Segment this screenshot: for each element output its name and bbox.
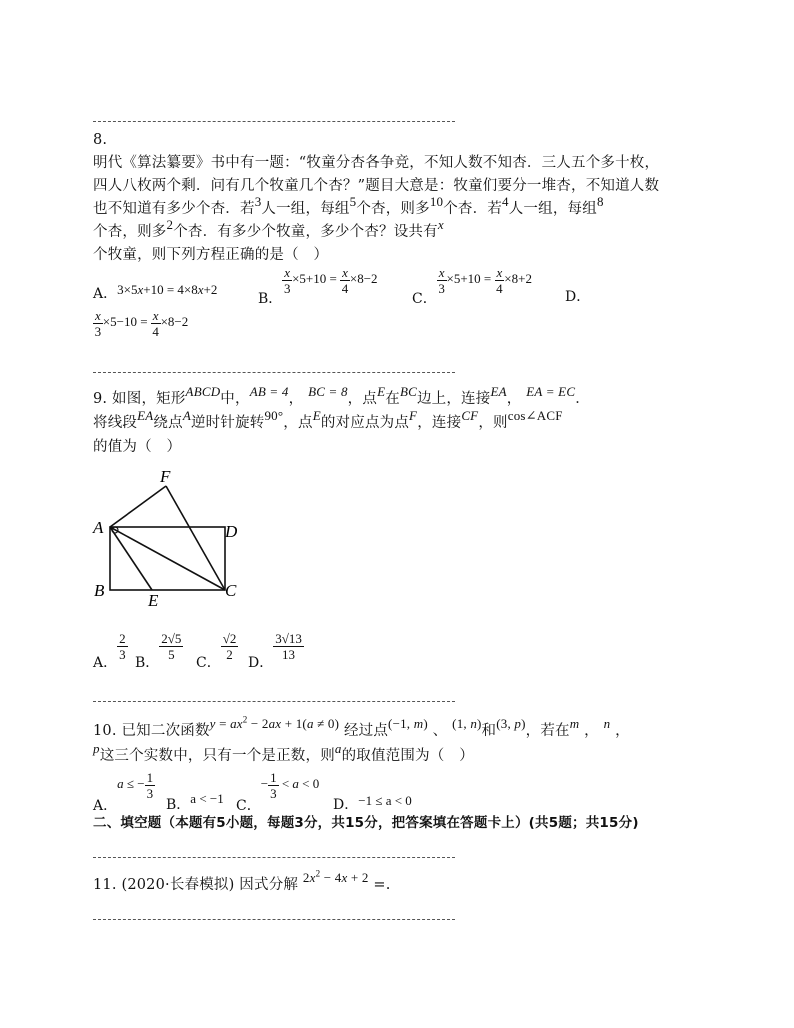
q9-var: BC = 8	[308, 384, 348, 399]
q8-text: 也不知道有多少个杏．若	[93, 201, 255, 217]
separator-line	[93, 919, 455, 920]
q8-text: 个杏，则多	[93, 224, 167, 240]
q8-line-5	[93, 243, 328, 264]
q9-text: 绕点	[153, 415, 183, 431]
q9-var: 90°	[264, 408, 284, 423]
q9-var: E	[377, 384, 386, 399]
q8-num: 10	[429, 194, 444, 209]
geometry-figure	[85, 465, 255, 610]
q10-point: (−1, m)	[388, 716, 428, 731]
q8-line-4	[93, 217, 444, 241]
q9-text: ，	[506, 391, 522, 407]
q9-option-a[interactable]	[93, 631, 128, 672]
option-formula: $\frac{√2}{2}$	[222, 631, 237, 662]
option-label: A．	[93, 798, 118, 815]
separator-line	[93, 857, 455, 858]
q9-text: ，点	[283, 415, 313, 431]
label-c: C	[225, 581, 237, 600]
question-number: 8.	[93, 132, 108, 148]
option-label: D．	[565, 289, 591, 305]
q8-option-a[interactable]	[93, 283, 217, 303]
q9-option-c[interactable]	[196, 631, 238, 672]
q8-line-3	[93, 194, 604, 218]
q8-text: 人一组，每组	[508, 201, 597, 217]
section-heading: 二、填空题（本题有5小题，每题3分，共15分，把答案填在答题卡上）(共5题；共15分)	[93, 815, 639, 831]
q8-line-2	[93, 174, 659, 195]
q10-line-1	[93, 714, 630, 740]
q9-line-3	[93, 435, 181, 456]
q10-var: m	[569, 716, 580, 731]
q9-text: 在	[385, 391, 400, 407]
q10-option-b[interactable]	[166, 788, 224, 813]
q10-text: ，若在	[525, 723, 570, 739]
label-f: F	[160, 467, 171, 486]
label-b: B	[94, 581, 105, 600]
option-label: B．	[166, 797, 191, 813]
option-formula: −1 ≤ a < 0	[358, 793, 412, 808]
q9-text: ，点	[347, 391, 378, 407]
separator-line	[93, 701, 455, 702]
option-label: C．	[196, 655, 221, 672]
q9-var: A	[182, 408, 191, 423]
q8-line-1	[93, 151, 659, 172]
q9-var: AB = 4	[249, 384, 289, 399]
q9-text: ，	[288, 391, 304, 407]
q9-option-d[interactable]	[248, 631, 304, 672]
q9-var: E	[312, 408, 321, 423]
q8-option-d-formula: $\frac{x}{3}$ ×5−10 = $\frac{x}{4}$ ×8−2	[94, 308, 189, 339]
q9-option-b[interactable]	[135, 631, 183, 672]
q9-var: EA	[490, 384, 507, 399]
q9-text: 边上，连接	[416, 391, 491, 407]
option-formula: 3×5x+10 = 4×8x+2	[117, 282, 218, 297]
q10-option-d[interactable]	[333, 790, 412, 813]
q10-text: 、	[432, 723, 448, 739]
q10-text: ，	[615, 723, 630, 739]
q8-option-b[interactable]	[258, 265, 378, 308]
q10-function: $y = ax^2 - 2ax + 1(a \ne 0)$	[209, 714, 340, 731]
option-label: C．	[236, 798, 261, 815]
q9-var: ABCD	[185, 384, 221, 399]
q9-var: CF	[461, 408, 479, 423]
q9-text: 的对应点为点	[320, 415, 410, 431]
q10-text: 和	[481, 723, 497, 739]
option-label: B．	[135, 655, 160, 672]
q8-text: 个杏，则多	[356, 201, 430, 217]
q9-text: 将线段	[93, 415, 138, 431]
label-a: A	[93, 518, 104, 537]
q9-text: 的值为（ ）	[93, 439, 182, 455]
segment-af	[110, 486, 166, 527]
segment-ae	[110, 527, 152, 590]
q10-line-2	[93, 741, 474, 765]
q9-line-1	[93, 384, 590, 408]
option-label: A．	[93, 655, 118, 672]
option-label: D．	[248, 655, 274, 672]
q8-num: 8	[596, 194, 604, 209]
option-formula: − $\frac{1}{3}$ < a < 0	[260, 770, 320, 801]
q10-var: n	[603, 716, 611, 731]
q8-var: x	[437, 217, 444, 232]
option-label: B．	[258, 291, 283, 308]
q9-text: ．	[575, 391, 590, 407]
q9-var: F	[409, 408, 418, 423]
option-formula: $\frac{x}{3}$ ×5+10 = $\frac{x}{4}$ ×8−2	[283, 265, 378, 296]
option-formula: $\frac{2}{3}$	[119, 631, 126, 662]
q8-option-d[interactable]	[565, 286, 590, 306]
q10-text: ，	[584, 723, 599, 739]
q8-text: 明代《算法纂要》书中有一题：“牧童分杏各争竞，不知人数不知杏．三人五个多十枚，	[93, 155, 660, 171]
option-formula: $\frac{3√13}{13}$	[275, 631, 302, 662]
option-formula: a ≤ − $\frac{1}{3}$	[117, 770, 154, 801]
separator-line	[93, 372, 455, 373]
q9-text: ，则	[478, 415, 508, 431]
option-label: A．	[93, 286, 118, 302]
q8-text: 个杏．若	[443, 201, 503, 217]
q10-point: (3, p)	[496, 716, 526, 731]
q9-var: cos∠ACF	[507, 408, 563, 423]
q10-text: 这三个实数中，只有一个是正数，则	[99, 748, 335, 764]
q8-num: 4	[502, 194, 509, 209]
q10-var: p	[93, 741, 100, 756]
q10-point: (1, n)	[452, 716, 482, 731]
q10-text: 10. 已知二次函数	[93, 723, 210, 739]
option-formula: $\frac{2√5}{5}$	[161, 631, 182, 662]
q10-text: 经过点	[343, 723, 389, 739]
q10-var: a	[334, 741, 342, 756]
q9-var: BC	[399, 384, 417, 399]
q8-text: 四人八枚两个剩．问有几个牧童几个杏？”题目大意是：牧童们要分一堆杏，不知道人数	[93, 178, 660, 194]
option-label: C．	[412, 291, 437, 308]
q9-text: 逆时针旋转	[190, 415, 265, 431]
q11-text: 11. (2020·长春模拟) 因式分解	[93, 877, 299, 893]
q11-formula: $2x^2 - 4x + 2$	[302, 868, 369, 885]
q8-text: 个牧童，则下列方程正确的是（ ）	[93, 247, 329, 263]
q10-option-a[interactable]	[93, 770, 155, 815]
label-e: E	[148, 591, 159, 610]
label-d: D	[225, 522, 238, 541]
q9-line-2	[93, 408, 563, 432]
q8-option-c[interactable]	[412, 265, 532, 308]
q11-text: =.	[373, 877, 391, 893]
q11-line	[93, 868, 391, 894]
q8-num: 5	[349, 194, 357, 209]
separator-line	[93, 121, 455, 122]
option-formula: $\frac{x}{3}$ ×5+10 = $\frac{x}{4}$ ×8+2	[438, 265, 532, 296]
option-label: D．	[333, 797, 359, 813]
q8-text: 个杏．有多少个牧童，多少个杏？设共有	[173, 224, 438, 240]
option-formula: a < −1	[190, 791, 224, 806]
q10-text: 的取值范围为（ ）	[341, 748, 474, 764]
q9-text: 9. 如图，矩形	[93, 391, 186, 407]
q8-num: 3	[254, 194, 262, 209]
q9-text: 中，	[220, 391, 250, 407]
q8-num: 2	[166, 217, 174, 232]
q8-text: 人一组，每组	[261, 201, 350, 217]
q9-text: ，连接	[417, 415, 462, 431]
q9-var: EA = EC	[526, 384, 576, 399]
q9-var: EA	[137, 408, 154, 423]
q10-option-c[interactable]	[236, 770, 320, 815]
